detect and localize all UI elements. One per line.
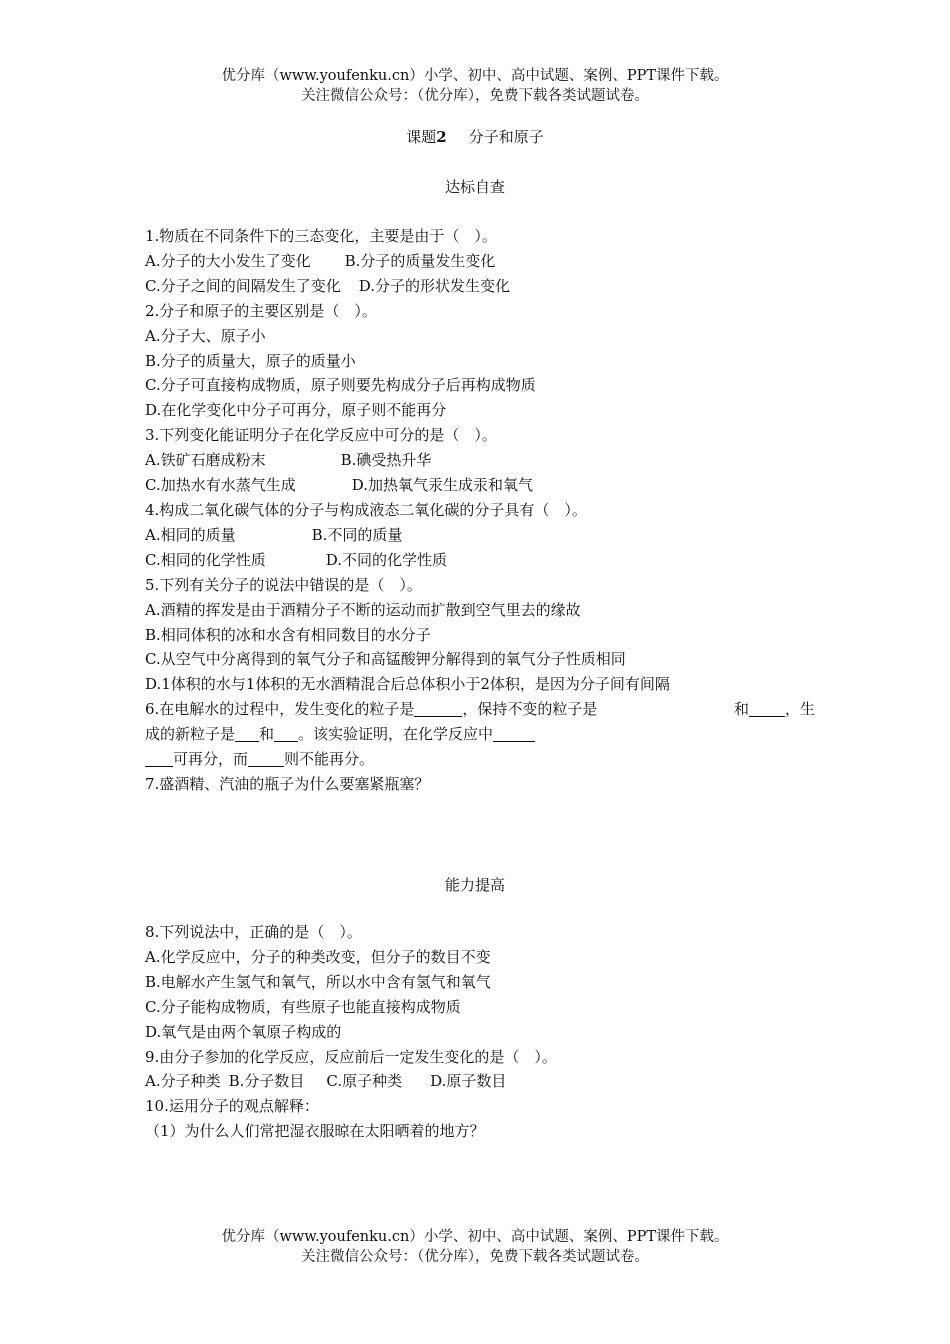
question-block-1 xyxy=(145,224,815,797)
q2-option-b: B.分子的质量大，原子的质量小 xyxy=(145,351,356,370)
q6-part-6: 和 xyxy=(259,725,275,744)
q3-options-row-2 xyxy=(145,473,815,498)
title-label: 课题 xyxy=(406,128,437,146)
q6-text-2 xyxy=(734,697,815,722)
q4-option-a: A.相同的质量 xyxy=(145,525,236,544)
footer-line-2: 关注微信公众号：（优分库），免费下载各类试题试卷。 xyxy=(301,1249,649,1265)
q6-part-4: ，生 xyxy=(784,700,815,719)
q8-option-a: A.化学反应中，分子的种类改变，但分子的数目不变 xyxy=(145,947,491,966)
q9-options-row xyxy=(145,1069,815,1094)
title-name: 分子和原子 xyxy=(468,128,544,146)
q6-part-9: 则不能再分。 xyxy=(284,750,375,769)
q3-option-b: B.碘受热升华 xyxy=(340,451,432,470)
q4-stem: 4.构成二氧化碳气体的分子与构成液态二氧化碳的分子具有（ ）。 xyxy=(145,500,587,519)
q6-blank-1 xyxy=(414,700,462,717)
q9-option-c: C.原子种类 xyxy=(326,1072,403,1091)
q5-option-c: C.从空气中分离得到的氧气分子和高锰酸钾分解得到的氧气分子性质相同 xyxy=(145,650,626,669)
q8-option-d: D.氧气是由两个氧原子构成的 xyxy=(145,1022,342,1041)
q1-option-d: D.分子的形状发生变化 xyxy=(358,276,510,295)
q8-stem: 8.下列说法中，正确的是（ ）。 xyxy=(145,923,362,941)
title-number: 2 xyxy=(436,128,447,146)
header-line-1: 优分库（www.youfenku.cn）小学、初中、高中试题、案例、PPT课件下载。 xyxy=(221,68,729,84)
q6-blank-5 xyxy=(493,725,535,742)
question-block-2 xyxy=(145,920,815,1144)
q6-text-1 xyxy=(145,697,597,722)
q6-part-3: 和 xyxy=(733,700,749,719)
q6-line-2 xyxy=(145,722,815,747)
q6-blank-4 xyxy=(274,725,298,742)
q4-options-row-2 xyxy=(145,548,815,573)
q3-stem: 3.下列变化能证明分子在化学反应中可分的是（ ）。 xyxy=(145,426,497,445)
q1-option-c: C.分子之间的间隔发生了变化 xyxy=(145,276,341,295)
q4-option-d: D.不同的化学性质 xyxy=(325,550,447,569)
page-header xyxy=(0,66,950,106)
q5-stem: 5.下列有关分子的说法中错误的是（ ）。 xyxy=(145,575,422,594)
q4-option-b: B.不同的质量 xyxy=(311,525,403,544)
q6-line-1 xyxy=(145,697,815,722)
q2-stem: 2.分子和原子的主要区别是（ ）。 xyxy=(145,301,377,320)
q9-option-a: A.分子种类 xyxy=(145,1072,221,1091)
q2-option-c: C.分子可直接构成物质，原子则要先构成分子后再构成物质 xyxy=(145,376,536,395)
q1-option-b: B.分子的质量发生变化 xyxy=(344,251,496,270)
header-line-2: 关注微信公众号：（优分库），免费下载各类试题试卷。 xyxy=(301,88,649,104)
q6-part-5: 成的新粒子是 xyxy=(145,725,236,744)
q1-options-row-1 xyxy=(145,249,815,274)
q3-options-row-1 xyxy=(145,448,815,473)
footer-line-1: 优分库（www.youfenku.cn）小学、初中、高中试题、案例、PPT课件下载。 xyxy=(221,1229,729,1245)
lesson-title xyxy=(0,126,950,147)
q9-option-d: D.原子数目 xyxy=(430,1072,507,1091)
q6-part-1: 6.在电解水的过程中，发生变化的粒子是 xyxy=(145,700,415,719)
q6-line-3 xyxy=(145,747,815,772)
q1-options-row-2 xyxy=(145,274,815,299)
q1-option-a: A.分子的大小发生了变化 xyxy=(145,251,311,270)
q9-option-b: B.分子数目 xyxy=(228,1072,305,1091)
q8-option-c: C.分子能构成物质，有些原子也能直接构成物质 xyxy=(145,997,461,1016)
q9-stem: 9.由分子参加的化学反应，反应前后一定发生变化的是（ ）。 xyxy=(145,1047,557,1066)
q2-option-a: A.分子大、原子小 xyxy=(145,326,266,345)
q10-stem: 10.运用分子的观点解释： xyxy=(145,1097,319,1116)
q3-option-d: D.加热氧气汞生成汞和氧气 xyxy=(351,476,533,495)
q7-stem: 7.盛酒精、汽油的瓶子为什么要塞紧瓶塞？ xyxy=(145,774,430,793)
q6-part-8: 可再分，而 xyxy=(173,750,249,769)
section-heading-self-check: 达标自查 xyxy=(444,178,505,196)
q5-option-b: B.相同体积的冰和水含有相同数目的水分子 xyxy=(145,625,431,644)
q2-option-d: D.在化学变化中分子可再分，原子则不能再分 xyxy=(145,401,447,420)
q6-blank-6 xyxy=(145,750,173,767)
q4-option-c: C.相同的化学性质 xyxy=(145,550,266,569)
q5-option-d: D.1体积的水与1体积的无水酒精混合后总体积小于2体积，是因为分子间有间隔 xyxy=(145,675,670,694)
q3-option-c: C.加热水有水蒸气生成 xyxy=(145,476,296,495)
q6-blank-7 xyxy=(248,750,284,767)
q4-options-row-1 xyxy=(145,523,815,548)
q1-stem: 1.物质在不同条件下的三态变化，主要是由于（ ）。 xyxy=(145,227,497,245)
q8-option-b: B.电解水产生氢气和氧气，所以水中含有氢气和氧气 xyxy=(145,972,491,991)
q6-blank-3 xyxy=(235,725,259,742)
section-heading-improvement: 能力提高 xyxy=(444,876,505,894)
q5-option-a: A.酒精的挥发是由于酒精分子不断的运动而扩散到空气里去的缘故 xyxy=(145,600,581,619)
q6-part-2: ，保持不变的粒子是 xyxy=(462,700,598,719)
page-footer xyxy=(0,1227,950,1267)
q3-option-a: A.铁矿石磨成粉末 xyxy=(145,451,266,470)
q10-sub-1: （1）为什么人们常把湿衣服晾在太阳晒着的地方？ xyxy=(145,1122,485,1141)
q6-part-7: 。该实验证明，在化学反应中 xyxy=(298,725,494,744)
q6-blank-2 xyxy=(749,700,785,717)
